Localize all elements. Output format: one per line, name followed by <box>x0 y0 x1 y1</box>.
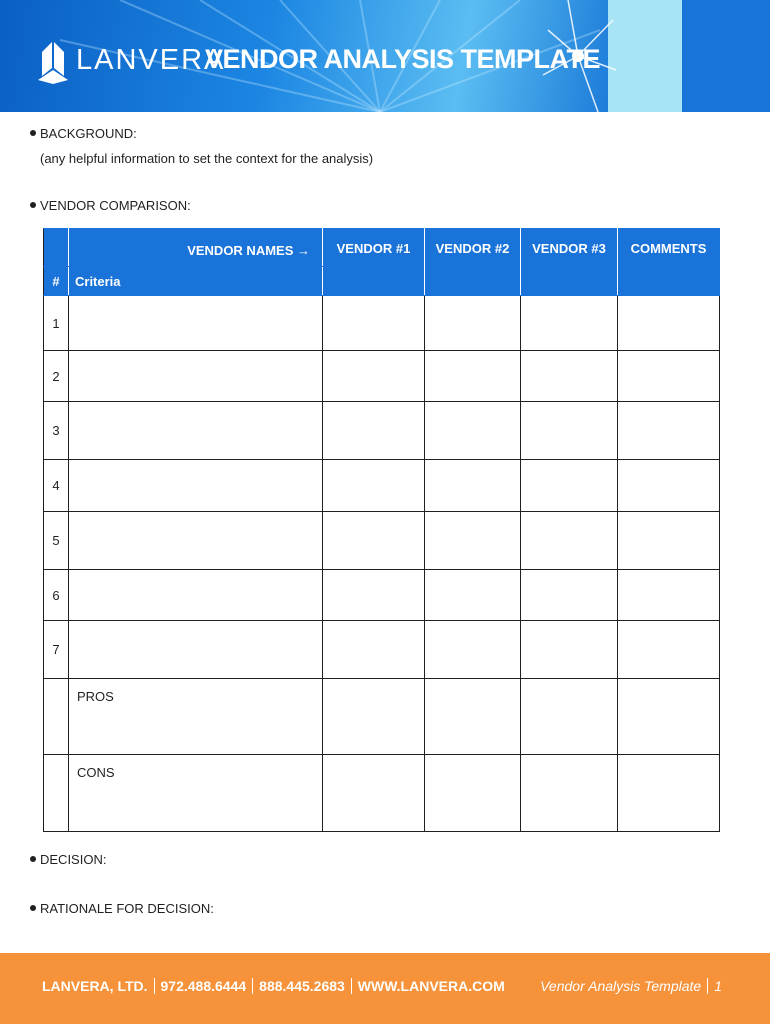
table-row <box>44 512 720 570</box>
vendor-2-cell[interactable] <box>425 621 521 679</box>
row-number: 4 <box>44 460 69 512</box>
vendor-3-cell[interactable] <box>521 402 618 460</box>
footer-phone-1: 972.488.6444 <box>160 978 247 994</box>
comments-cell[interactable] <box>618 351 720 402</box>
rationale-heading: RATIONALE FOR DECISION: <box>30 901 214 916</box>
vendor-2-cons-cell[interactable] <box>425 755 521 832</box>
decision-heading: DECISION: <box>30 852 106 867</box>
table-row <box>44 570 720 621</box>
vendor-3-cell[interactable] <box>521 512 618 570</box>
vendor-1-cons-cell[interactable] <box>323 755 425 832</box>
footer-separator <box>252 978 253 994</box>
vendor-1-cell[interactable] <box>323 296 425 351</box>
comments-cell[interactable] <box>618 460 720 512</box>
table-row <box>44 351 720 402</box>
column-vendor-2: VENDOR #2 <box>425 229 521 296</box>
footer-separator <box>707 978 708 994</box>
criteria-cell[interactable] <box>69 402 323 460</box>
comments-cell[interactable] <box>618 296 720 351</box>
vendor-3-cell[interactable] <box>521 621 618 679</box>
column-criteria: Criteria <box>69 267 323 296</box>
bullet-icon <box>30 905 36 911</box>
footer-phone-2: 888.445.2683 <box>259 978 345 994</box>
bullet-icon <box>30 130 36 136</box>
column-vendor-3: VENDOR #3 <box>521 229 618 296</box>
vendor-1-pros-cell[interactable] <box>323 679 425 755</box>
vendor-2-cell[interactable] <box>425 351 521 402</box>
row-number: 1 <box>44 296 69 351</box>
footer-separator <box>154 978 155 994</box>
background-heading: BACKGROUND: <box>30 126 137 141</box>
footer-doc-name: Vendor Analysis Template <box>540 978 702 994</box>
criteria-cell[interactable] <box>69 351 323 402</box>
vendor-comparison-heading: VENDOR COMPARISON: <box>30 198 191 213</box>
vendor-3-pros-cell[interactable] <box>521 679 618 755</box>
bullet-icon <box>30 202 36 208</box>
table-row <box>44 402 720 460</box>
vendor-3-cell[interactable] <box>521 351 618 402</box>
header-row <box>44 229 720 267</box>
vendor-2-pros-cell[interactable] <box>425 679 521 755</box>
row-number: 5 <box>44 512 69 570</box>
brand-name: LANVERA <box>76 44 226 76</box>
row-number: 3 <box>44 402 69 460</box>
vendor-2-cell[interactable] <box>425 570 521 621</box>
vendor-2-cell[interactable] <box>425 402 521 460</box>
pros-label: PROS <box>69 679 323 755</box>
footer-page-info <box>540 978 722 994</box>
table-row <box>44 621 720 679</box>
vendor-1-cell[interactable] <box>323 402 425 460</box>
vendor-2-cell[interactable] <box>425 460 521 512</box>
row-number: 6 <box>44 570 69 621</box>
vendor-1-cell[interactable] <box>323 621 425 679</box>
criteria-cell[interactable] <box>69 512 323 570</box>
comments-cell[interactable] <box>618 402 720 460</box>
cons-label: CONS <box>69 755 323 832</box>
criteria-cell[interactable] <box>69 570 323 621</box>
vendor-comparison-table <box>43 228 720 832</box>
criteria-cell[interactable] <box>69 460 323 512</box>
vendor-names-label: VENDOR NAMES → <box>69 229 323 267</box>
pros-row <box>44 679 720 755</box>
comments-pros-cell[interactable] <box>618 679 720 755</box>
header-corner-cell <box>44 229 69 267</box>
footer-website-link[interactable]: WWW.LANVERA.COM <box>357 978 505 994</box>
header-banner <box>0 0 770 112</box>
footer-contact <box>42 978 505 994</box>
table-row <box>44 460 720 512</box>
vendor-3-cons-cell[interactable] <box>521 755 618 832</box>
vendor-1-cell[interactable] <box>323 512 425 570</box>
criteria-cell[interactable] <box>69 296 323 351</box>
comments-cell[interactable] <box>618 570 720 621</box>
background-note: (any helpful information to set the context for the analysis) <box>40 151 374 166</box>
vendor-3-cell[interactable] <box>521 296 618 351</box>
vendor-1-cell[interactable] <box>323 351 425 402</box>
page-number: 1 <box>714 978 722 994</box>
footer-company: LANVERA, LTD. <box>42 978 148 994</box>
vendor-3-cell[interactable] <box>521 570 618 621</box>
vendor-2-cell[interactable] <box>425 512 521 570</box>
bullet-icon <box>30 856 36 862</box>
row-number <box>44 679 69 755</box>
comments-cons-cell[interactable] <box>618 755 720 832</box>
vendor-1-cell[interactable] <box>323 460 425 512</box>
row-number: 7 <box>44 621 69 679</box>
banner-light-block <box>608 0 682 112</box>
lanvera-logo-icon <box>38 40 72 84</box>
criteria-cell[interactable] <box>69 621 323 679</box>
column-comments: COMMENTS <box>618 229 720 296</box>
vendor-2-cell[interactable] <box>425 296 521 351</box>
row-number <box>44 755 69 832</box>
cons-row <box>44 755 720 832</box>
footer-bar <box>0 953 770 1024</box>
column-number: # <box>44 267 69 296</box>
comments-cell[interactable] <box>618 512 720 570</box>
banner-dark-block <box>682 0 770 112</box>
vendor-1-cell[interactable] <box>323 570 425 621</box>
page-title: VENDOR ANALYSIS TEMPLATE <box>205 44 601 74</box>
table-row <box>44 296 720 351</box>
footer-separator <box>351 978 352 994</box>
comments-cell[interactable] <box>618 621 720 679</box>
row-number: 2 <box>44 351 69 402</box>
vendor-3-cell[interactable] <box>521 460 618 512</box>
column-vendor-1: VENDOR #1 <box>323 229 425 296</box>
